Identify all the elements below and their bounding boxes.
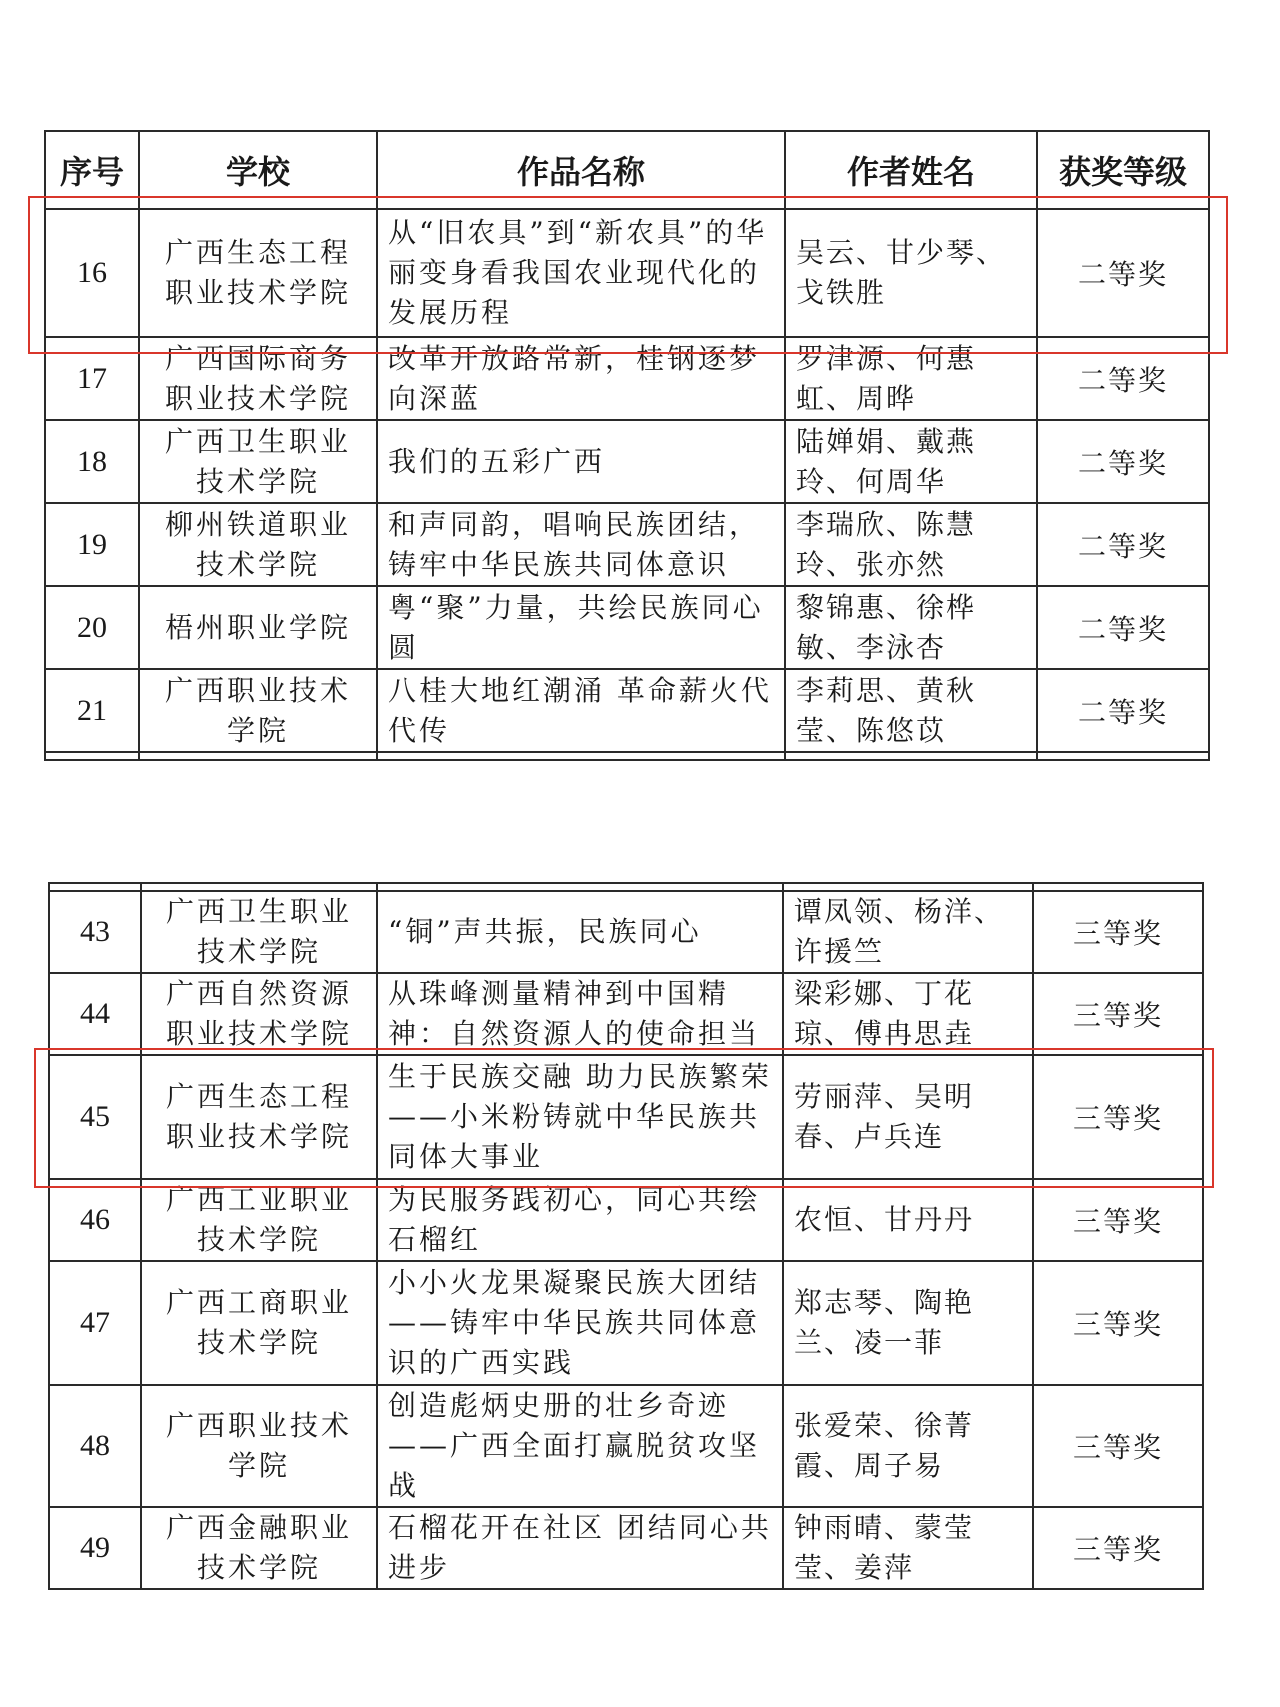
cell-award: 三等奖 <box>1033 1179 1203 1261</box>
table-row <box>49 1179 1203 1261</box>
header-school: 学校 <box>139 131 377 209</box>
cell-no: 19 <box>45 503 139 586</box>
cell-work: 创造彪炳史册的壮乡奇迹——广西全面打赢脱贫攻坚战 <box>377 1385 783 1507</box>
cell-work: 改革开放路常新，桂钢逐梦向深蓝 <box>377 337 785 420</box>
table-row <box>49 1055 1203 1179</box>
table-row <box>49 891 1203 973</box>
cell-no: 21 <box>45 669 139 752</box>
cell-school: 广西职业技术学院 <box>141 1385 377 1507</box>
cell-school: 广西职业技术学院 <box>139 669 377 752</box>
cell-school: 广西工业职业技术学院 <box>141 1179 377 1261</box>
cell-award: 二等奖 <box>1037 669 1209 752</box>
cell-work: 为民服务践初心，同心共绘石榴红 <box>377 1179 783 1261</box>
cell-school: 广西金融职业技术学院 <box>141 1507 377 1589</box>
cell-school: 广西自然资源职业技术学院 <box>141 973 377 1055</box>
table-cut-edge <box>49 883 1203 891</box>
cell-award: 三等奖 <box>1033 1507 1203 1589</box>
cell-award: 三等奖 <box>1033 1055 1203 1179</box>
cell-author: 钟雨晴、蒙莹莹、姜萍 <box>783 1507 1033 1589</box>
table-row <box>49 1261 1203 1385</box>
cell-school: 广西卫生职业技术学院 <box>141 891 377 973</box>
cell-no: 45 <box>49 1055 141 1179</box>
cell-award: 二等奖 <box>1037 420 1209 503</box>
award-table-lower <box>48 882 1204 1590</box>
table-row <box>45 209 1209 337</box>
header-work: 作品名称 <box>377 131 785 209</box>
cell-author: 吴云、甘少琴、戈铁胜 <box>785 209 1037 337</box>
cell-author: 谭凤领、杨洋、许援竺 <box>783 891 1033 973</box>
award-table-upper <box>44 130 1210 761</box>
cell-no: 44 <box>49 973 141 1055</box>
cell-work: 我们的五彩广西 <box>377 420 785 503</box>
cell-author: 张爱荣、徐菁霞、周子易 <box>783 1385 1033 1507</box>
cell-no: 17 <box>45 337 139 420</box>
cell-no: 20 <box>45 586 139 669</box>
cell-no: 18 <box>45 420 139 503</box>
cell-award: 三等奖 <box>1033 1385 1203 1507</box>
cell-award: 二等奖 <box>1037 337 1209 420</box>
cell-work: 石榴花开在社区 团结同心共进步 <box>377 1507 783 1589</box>
cell-school: 梧州职业学院 <box>139 586 377 669</box>
cell-work: 从珠峰测量精神到中国精神：自然资源人的使命担当 <box>377 973 783 1055</box>
table-row <box>49 973 1203 1055</box>
cell-award: 二等奖 <box>1037 503 1209 586</box>
table-row <box>45 586 1209 669</box>
cell-no: 49 <box>49 1507 141 1589</box>
cell-school: 广西国际商务职业技术学院 <box>139 337 377 420</box>
cell-author: 黎锦惠、徐桦敏、李泳杏 <box>785 586 1037 669</box>
cell-author: 郑志琴、陶艳兰、凌一菲 <box>783 1261 1033 1385</box>
table-row <box>45 503 1209 586</box>
cell-work: 小小火龙果凝聚民族大团结——铸牢中华民族共同体意识的广西实践 <box>377 1261 783 1385</box>
table-cut-edge <box>45 752 1209 760</box>
cell-award: 三等奖 <box>1033 973 1203 1055</box>
cell-no: 46 <box>49 1179 141 1261</box>
cell-no: 47 <box>49 1261 141 1385</box>
cell-author: 罗津源、何惠虹、周晔 <box>785 337 1037 420</box>
cell-award: 三等奖 <box>1033 891 1203 973</box>
cell-author: 梁彩娜、丁花琼、傅冉思垚 <box>783 973 1033 1055</box>
cell-school: 广西生态工程职业技术学院 <box>139 209 377 337</box>
cell-work: “铜”声共振，民族同心 <box>377 891 783 973</box>
cell-work: 和声同韵，唱响民族团结，铸牢中华民族共同体意识 <box>377 503 785 586</box>
table-row <box>45 669 1209 752</box>
header-no: 序号 <box>45 131 139 209</box>
table-row <box>49 1507 1203 1589</box>
cell-school: 广西工商职业技术学院 <box>141 1261 377 1385</box>
cell-no: 16 <box>45 209 139 337</box>
cell-author: 李瑞欣、陈慧玲、张亦然 <box>785 503 1037 586</box>
cell-award: 二等奖 <box>1037 209 1209 337</box>
table-header-row <box>45 131 1209 209</box>
cell-author: 陆婵娟、戴燕玲、何周华 <box>785 420 1037 503</box>
cell-author: 李莉思、黄秋莹、陈悠苡 <box>785 669 1037 752</box>
cell-work: 八桂大地红潮涌 革命薪火代代传 <box>377 669 785 752</box>
table-row <box>45 420 1209 503</box>
cell-author: 农恒、甘丹丹 <box>783 1179 1033 1261</box>
cell-school: 广西生态工程职业技术学院 <box>141 1055 377 1179</box>
table-row <box>45 337 1209 420</box>
cell-award: 三等奖 <box>1033 1261 1203 1385</box>
cell-author: 劳丽萍、吴明春、卢兵连 <box>783 1055 1033 1179</box>
cell-school: 广西卫生职业技术学院 <box>139 420 377 503</box>
cell-work: 从“旧农具”到“新农具”的华丽变身看我国农业现代化的发展历程 <box>377 209 785 337</box>
cell-school: 柳州铁道职业技术学院 <box>139 503 377 586</box>
cell-work: 生于民族交融 助力民族繁荣——小米粉铸就中华民族共同体大事业 <box>377 1055 783 1179</box>
header-author: 作者姓名 <box>785 131 1037 209</box>
cell-work: 粤“聚”力量，共绘民族同心圆 <box>377 586 785 669</box>
cell-no: 48 <box>49 1385 141 1507</box>
header-award: 获奖等级 <box>1037 131 1209 209</box>
cell-award: 二等奖 <box>1037 586 1209 669</box>
cell-no: 43 <box>49 891 141 973</box>
table-row <box>49 1385 1203 1507</box>
